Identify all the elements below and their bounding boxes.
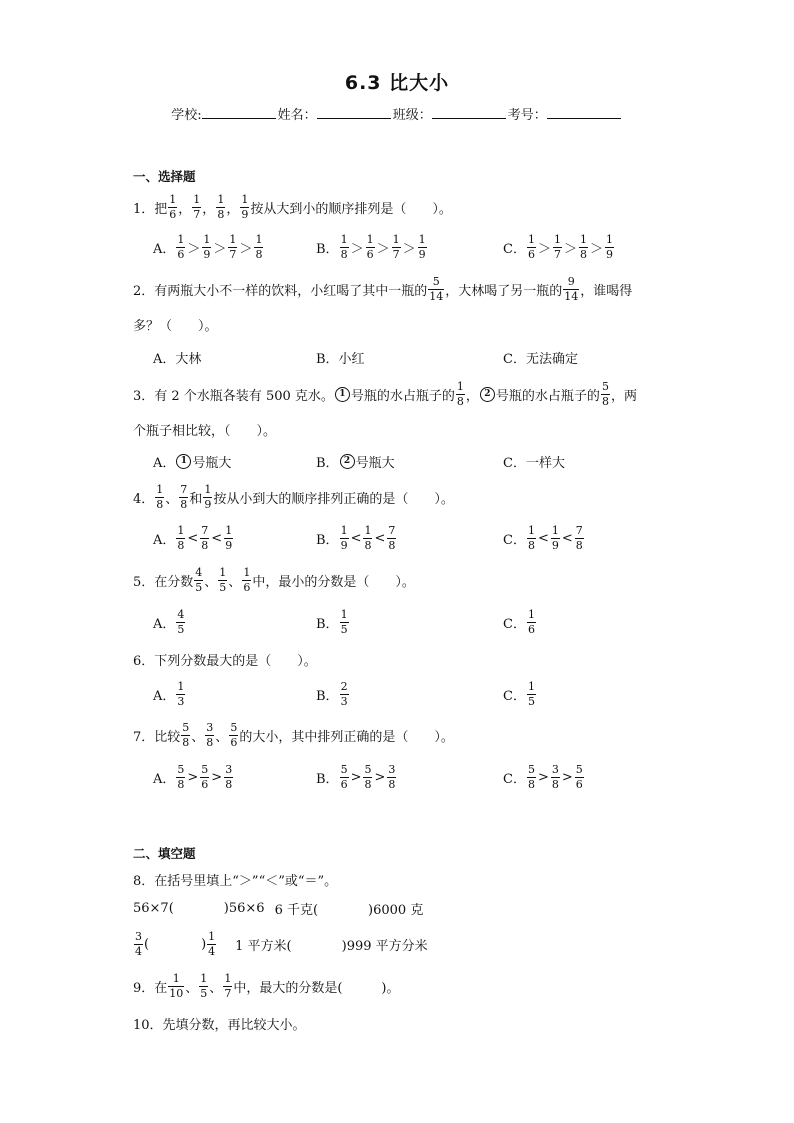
q4-fraction-1: $\frac{1}{8}$ — [156, 482, 164, 511]
greater-sign: ＞ — [537, 241, 551, 257]
option-text: 号瓶大 — [192, 455, 232, 471]
q7-option-c[interactable] — [503, 760, 585, 794]
q4-prefix: 4． — [133, 491, 155, 507]
option-label: B． — [316, 688, 339, 704]
q1-fraction-1: $\frac{1}{6}$ — [169, 192, 177, 221]
circled-number-1-icon: 1 — [176, 454, 191, 469]
q8-r1c-right: )6000 克 — [368, 902, 424, 918]
greater-sign: > — [561, 769, 573, 785]
option-label: A． — [153, 532, 176, 548]
q4-option-c[interactable] — [503, 521, 585, 555]
option-text: 号瓶大 — [355, 455, 395, 471]
q7-fraction-1: $\frac{5}{8}$ — [182, 720, 190, 749]
q2-option-a[interactable]: A．大林 — [153, 351, 202, 367]
q1-sep: ， — [202, 201, 216, 217]
question-7 — [133, 718, 454, 752]
q7-sep: 、 — [191, 729, 205, 745]
fraction: $\frac{7}{8}$ — [388, 523, 396, 552]
greater-sign: ＞ — [350, 241, 364, 257]
name-label: 姓名： — [277, 108, 317, 123]
option-label: A． — [153, 455, 176, 471]
q3-option-a[interactable] — [153, 444, 231, 478]
q4-options — [0, 521, 794, 555]
fraction: $\frac{7}{8}$ — [575, 523, 583, 552]
option-label: C． — [503, 688, 526, 704]
q7-options — [0, 760, 794, 794]
q8-fraction-right: $\frac{1}{4}$ — [208, 929, 216, 958]
q9-prefix: 9．在 — [133, 980, 168, 996]
question-5 — [133, 563, 415, 597]
q4-option-b[interactable] — [316, 521, 397, 555]
q4-and: 和 — [189, 491, 203, 507]
circled-number-2-icon: 2 — [480, 387, 495, 402]
exam-no-blank[interactable] — [547, 106, 621, 119]
q5-sep: 、 — [228, 574, 242, 590]
greater-sign: > — [211, 769, 223, 785]
q1-option-a[interactable] — [153, 230, 264, 264]
q2-text-line2: 多？（ ）。 — [133, 318, 218, 334]
q6-option-b[interactable] — [316, 677, 350, 711]
option-label: B． — [316, 616, 339, 632]
greater-sign: ＞ — [563, 241, 577, 257]
greater-sign: > — [187, 769, 199, 785]
q5-fraction-3: $\frac{1}{6}$ — [243, 565, 251, 594]
q3-sep: ， — [465, 388, 479, 404]
fraction: $\frac{1}{9}$ — [606, 232, 613, 261]
option-label: C． — [503, 532, 526, 548]
option-label: B． — [316, 532, 339, 548]
q5-question-text: 中，最小的分数是（ ）。 — [252, 574, 415, 590]
q3-options — [0, 444, 794, 478]
q3-fraction-2: $\frac{5}{8}$ — [601, 379, 609, 408]
class-blank[interactable] — [432, 106, 506, 119]
q5-option-a[interactable] — [153, 605, 186, 639]
option-label: C． — [503, 616, 526, 632]
q8-row-2 — [133, 927, 428, 961]
question-9 — [133, 969, 399, 1003]
fraction: $\frac{1}{7}$ — [392, 232, 400, 261]
fraction: $\frac{1}{8}$ — [364, 523, 372, 552]
q2-text-part3: ，谁喝得 — [580, 283, 633, 299]
q9-fraction-1: $\frac{1}{10}$ — [169, 971, 184, 1000]
q9-sep: 、 — [209, 980, 223, 996]
q8-r2c-left: 1 平方米( — [235, 938, 292, 954]
less-sign: < — [561, 530, 573, 546]
q8-r1-right: )56×6 — [223, 900, 265, 916]
q1-fraction-2: $\frac{1}{7}$ — [193, 192, 201, 221]
fraction: $\frac{5}{8}$ — [527, 762, 535, 791]
option-label: B． — [316, 455, 339, 471]
q5-options — [0, 605, 794, 639]
q7-fraction-2: $\frac{3}{8}$ — [206, 720, 214, 749]
fraction: $\frac{1}{8}$ — [340, 232, 348, 261]
q3-text-part4: ，两 — [610, 388, 637, 404]
option-label: C． — [503, 771, 526, 787]
greater-sign: > — [537, 769, 549, 785]
q8-row-1 — [133, 891, 423, 925]
greater-sign: ＞ — [187, 241, 201, 257]
fraction: $\frac{1}{3}$ — [177, 679, 185, 708]
fraction: $\frac{1}{9}$ — [551, 523, 559, 552]
fraction: $\frac{1}{9}$ — [340, 523, 348, 552]
fraction: $\frac{1}{6}$ — [177, 232, 185, 261]
fraction: $\frac{5}{8}$ — [364, 762, 372, 791]
q1-prefix: 1．把 — [133, 201, 168, 217]
fraction: $\frac{1}{5}$ — [527, 679, 535, 708]
q3-option-b[interactable] — [316, 444, 395, 478]
question-3-line2 — [133, 412, 276, 446]
section-heading-choice: 一、选择题 — [133, 169, 196, 184]
greater-sign: > — [374, 769, 386, 785]
school-blank[interactable] — [202, 106, 276, 119]
question-10 — [133, 1006, 306, 1040]
q1-option-c[interactable] — [503, 230, 615, 264]
q5-sep: 、 — [204, 574, 218, 590]
q10-question-text: 10．先填分数，再比较大小。 — [133, 1017, 306, 1033]
question-6 — [133, 642, 317, 676]
q6-question-text: 6．下列分数最大的是（ ）。 — [133, 653, 317, 669]
q6-option-c[interactable] — [503, 677, 537, 711]
greater-sign: ＞ — [239, 241, 253, 257]
fraction: $\frac{3}{8}$ — [225, 762, 233, 791]
q1-sep: ， — [226, 201, 240, 217]
q9-fraction-3: $\frac{1}{7}$ — [224, 971, 232, 1000]
fraction: $\frac{3}{8}$ — [551, 762, 559, 791]
q3-text-part3: 号瓶的水占瓶子的 — [495, 388, 600, 404]
fraction: $\frac{1}{9}$ — [203, 232, 211, 261]
student-info-line — [0, 104, 794, 123]
q3-text-line2: 个瓶子相比较，（ ）。 — [133, 423, 277, 439]
q2-text-part2: ，大林喝了另一瓶的 — [445, 283, 563, 299]
q2-option-c[interactable]: C．无法确定 — [503, 351, 578, 367]
option-label: A． — [153, 771, 176, 787]
q3-text-part2: 号瓶的水占瓶子的 — [350, 388, 455, 404]
greater-sign: ＞ — [376, 241, 390, 257]
fraction: $\frac{5}{6}$ — [575, 762, 583, 791]
question-4 — [133, 480, 454, 514]
fraction: $\frac{2}{3}$ — [340, 679, 348, 708]
q7-question-text: 的大小，其中排列正确的是（ ）。 — [239, 729, 454, 745]
fraction: $\frac{1}{8}$ — [527, 523, 535, 552]
less-sign: < — [374, 530, 386, 546]
q7-fraction-3: $\frac{5}{6}$ — [230, 720, 238, 749]
q8-r2-open: ( — [144, 936, 150, 952]
q8-question-text: 8．在括号里填上“＞”“＜”或“＝”。 — [133, 873, 338, 889]
q3-fraction-1: $\frac{1}{8}$ — [456, 379, 464, 408]
q7-sep: 、 — [215, 729, 229, 745]
q1-options — [0, 230, 794, 264]
option-label: B． — [316, 771, 339, 787]
q4-fraction-2: $\frac{7}{8}$ — [180, 482, 188, 511]
question-1 — [133, 190, 452, 224]
fraction: $\frac{1}{6}$ — [366, 232, 374, 261]
q8-fraction-left: $\frac{3}{4}$ — [135, 929, 142, 958]
q7-option-a[interactable] — [153, 760, 234, 794]
q3-option-c[interactable]: C．一样大 — [503, 455, 565, 471]
q1-fraction-3: $\frac{1}{8}$ — [217, 192, 225, 221]
q6-options — [0, 677, 794, 711]
fraction: $\frac{1}{7}$ — [553, 232, 561, 261]
q7-prefix: 7．比较 — [133, 729, 181, 745]
option-label: A． — [153, 616, 176, 632]
q9-question-text: 中，最大的分数是( )。 — [233, 980, 400, 996]
q3-text-part1: 3．有 2 个水瓶各装有 500 克水。 — [133, 388, 334, 404]
less-sign: < — [537, 530, 549, 546]
fraction: $\frac{1}{5}$ — [340, 607, 348, 636]
greater-sign: ＞ — [589, 241, 603, 257]
q2-fraction-2: $\frac{9}{14}$ — [564, 274, 579, 303]
q4-sep: 、 — [165, 491, 179, 507]
exam-no-label: 考号： — [507, 108, 547, 123]
fraction: $\frac{1}{8}$ — [579, 232, 587, 261]
less-sign: < — [350, 530, 362, 546]
q2-options — [0, 340, 794, 374]
fraction: $\frac{3}{8}$ — [388, 762, 396, 791]
fraction: $\frac{5}{6}$ — [201, 762, 209, 791]
fraction: $\frac{1}{6}$ — [527, 232, 535, 261]
q5-fraction-2: $\frac{1}{5}$ — [219, 565, 227, 594]
circled-number-2-icon: 2 — [340, 454, 355, 469]
fraction: $\frac{1}{7}$ — [229, 232, 237, 261]
question-2 — [133, 272, 632, 306]
q8-r1-left: 56×7( — [133, 900, 174, 916]
fraction: $\frac{1}{9}$ — [225, 523, 233, 552]
q1-question-text: 按从大到小的顺序排列是（ ）。 — [250, 201, 452, 217]
fraction: $\frac{1}{8}$ — [177, 523, 185, 552]
q5-option-c[interactable] — [503, 605, 537, 639]
greater-sign: ＞ — [402, 241, 416, 257]
q4-question-text: 按从小到大的顺序排列正确的是（ ）。 — [213, 491, 454, 507]
fraction: $\frac{1}{6}$ — [527, 607, 535, 636]
question-3 — [133, 377, 637, 411]
q8-r2-close: ) — [201, 936, 207, 952]
section-heading-fill: 二、填空题 — [133, 846, 196, 861]
q5-option-b[interactable] — [316, 605, 350, 639]
less-sign: < — [187, 530, 199, 546]
name-blank[interactable] — [317, 106, 391, 119]
fraction: $\frac{4}{5}$ — [177, 607, 185, 636]
fraction: $\frac{7}{8}$ — [201, 523, 209, 552]
option-label: A． — [153, 688, 176, 704]
q4-option-a[interactable] — [153, 521, 234, 555]
q2-fraction-1: $\frac{5}{14}$ — [429, 274, 444, 303]
q8-r2c-right: )999 平方分米 — [341, 938, 428, 954]
question-2-line2 — [133, 307, 218, 341]
q1-option-b[interactable] — [316, 230, 428, 264]
option-label: C． — [503, 241, 526, 257]
q1-fraction-4: $\frac{1}{9}$ — [241, 192, 249, 221]
q6-option-a[interactable] — [153, 677, 186, 711]
school-label: 学校: — [171, 108, 202, 123]
fraction: $\frac{1}{8}$ — [255, 232, 263, 261]
class-label: 班级： — [392, 108, 432, 123]
option-label: B． — [316, 241, 339, 257]
circled-number-1-icon: 1 — [335, 387, 350, 402]
q1-sep: ， — [178, 201, 192, 217]
fraction: $\frac{1}{9}$ — [418, 232, 426, 261]
q2-option-b[interactable]: B．小红 — [316, 351, 365, 367]
q2-text-part1: 2．有两瓶大小不一样的饮料，小红喝了其中一瓶的 — [133, 283, 428, 299]
q8-r1c-left: 6 千克( — [274, 902, 319, 918]
greater-sign: > — [350, 769, 362, 785]
option-label: A． — [153, 241, 176, 257]
q9-fraction-2: $\frac{1}{5}$ — [200, 971, 208, 1000]
less-sign: < — [211, 530, 223, 546]
q7-option-b[interactable] — [316, 760, 397, 794]
q9-sep: 、 — [185, 980, 199, 996]
page-title: 6.3 比大小 — [344, 72, 450, 94]
greater-sign: ＞ — [213, 241, 227, 257]
q4-fraction-3: $\frac{1}{9}$ — [204, 482, 212, 511]
q5-prefix: 5．在分数 — [133, 574, 194, 590]
q5-fraction-1: $\frac{4}{5}$ — [195, 565, 203, 594]
fraction: $\frac{5}{8}$ — [177, 762, 185, 791]
fraction: $\frac{5}{6}$ — [340, 762, 348, 791]
